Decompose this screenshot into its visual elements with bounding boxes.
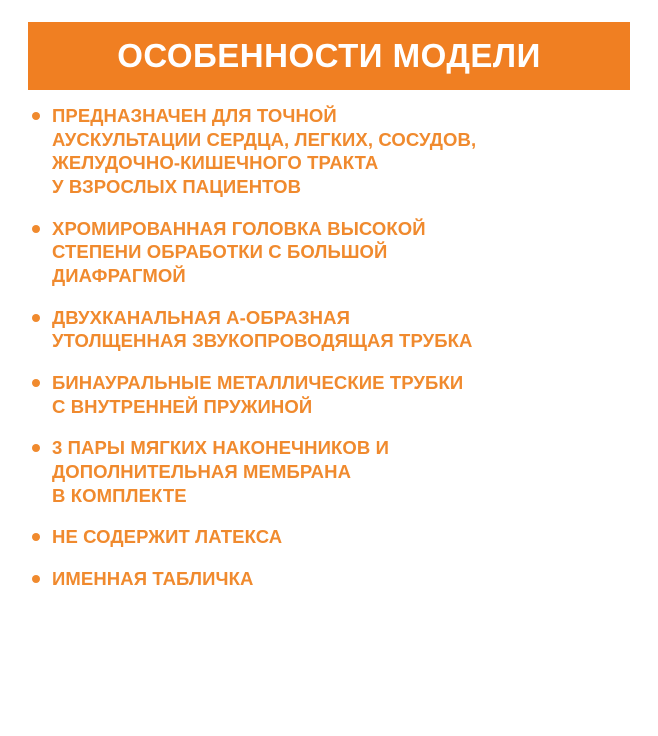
list-item [28,104,634,199]
feature-line: ПРЕДНАЗНАЧЕН ДЛЯ ТОЧНОЙ [52,105,337,126]
bullet-icon [32,314,40,322]
feature-line: СТЕПЕНИ ОБРАБОТКИ С БОЛЬШОЙ [52,241,388,263]
feature-line: АУСКУЛЬТАЦИИ СЕРДЦА, ЛЕГКИХ, СОСУДОВ, [52,128,477,150]
bullet-icon [32,379,40,387]
bullet-icon [32,444,40,452]
feature-line: 3 ПАРЫ МЯГКИХ НАКОНЕЧНИКОВ И [52,437,389,459]
list-item [28,567,634,591]
feature-line: ДИАФРАГМОЙ [52,265,186,287]
list-item [28,217,634,288]
feature-line: БИНАУРАЛЬНЫЕ МЕТАЛЛИЧЕСКИЕ ТРУБКИ [52,372,464,394]
list-item [28,371,634,418]
feature-line: ИМЕННАЯ ТАБЛИЧКА [52,568,254,590]
feature-line: НЕ СОДЕРЖИТ ЛАТЕКСА [52,526,283,548]
feature-line: ХРОМИРОВАННАЯ ГОЛОВКА ВЫСОКОЙ [52,217,426,239]
list-item [28,436,634,507]
list-item [28,525,634,549]
page-title: ОСОБЕННОСТИ МОДЕЛИ [117,37,541,74]
feature-line: УТОЛЩЕННАЯ ЗВУКОПРОВОДЯЩАЯ ТРУБКА [52,330,473,352]
feature-line: В КОМПЛЕКТЕ [52,484,187,506]
title-banner [28,22,630,90]
features-list [28,104,634,609]
bullet-icon [32,533,40,541]
feature-line: С ВНУТРЕННЕЙ ПРУЖИНОЙ [52,395,313,417]
feature-line: ЖЕЛУДОЧНО-КИШЕЧНОГО ТРАКТА [52,152,379,174]
bullet-icon [32,112,40,120]
feature-line: ДОПОЛНИТЕЛЬНАЯ МЕМБРАНА [52,461,352,483]
feature-line: У ВЗРОСЛЫХ ПАЦИЕНТОВ [52,176,302,198]
feature-line: ДВУХКАНАЛЬНАЯ A-ОБРАЗНАЯ [52,306,351,328]
list-item [28,306,634,353]
bullet-icon [32,575,40,583]
bullet-icon [32,225,40,233]
